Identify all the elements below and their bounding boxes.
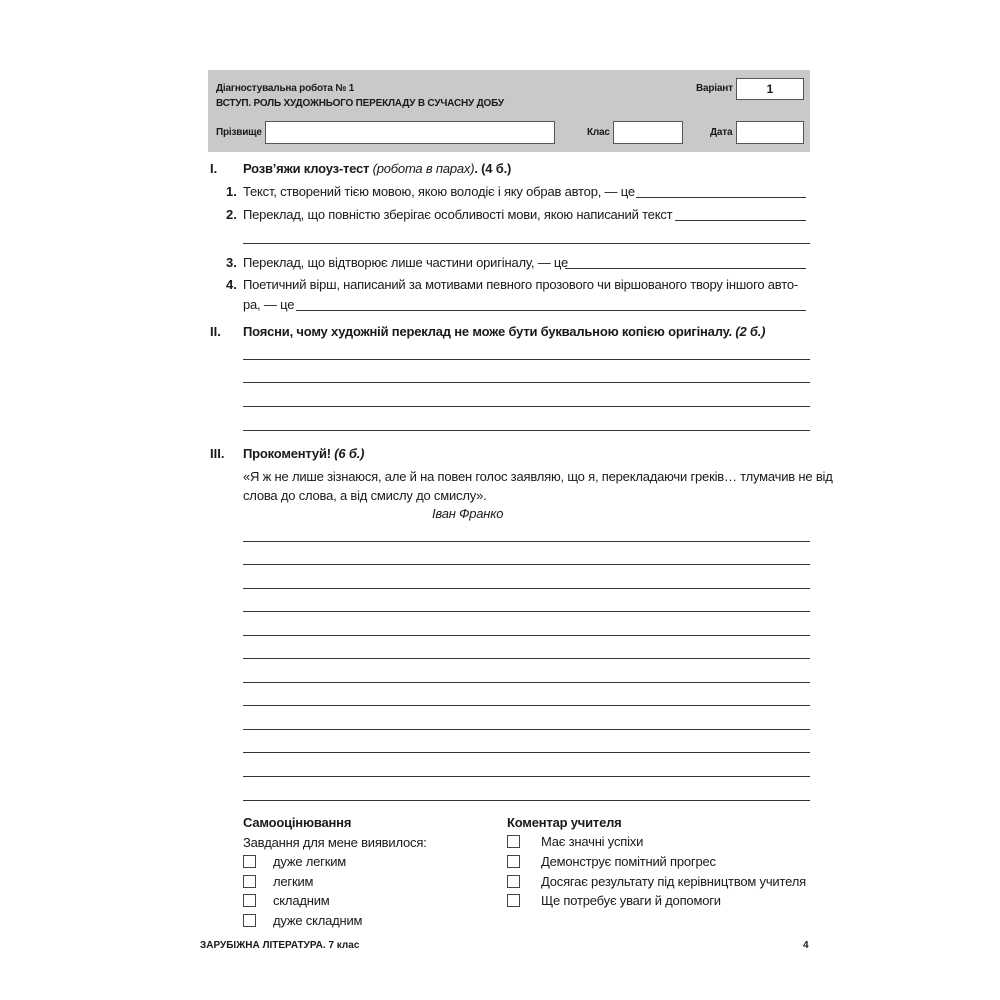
section2-answer-line[interactable]: [243, 406, 810, 407]
page-number: 4: [803, 940, 809, 951]
quote-line-1: «Я ж не лише зізнаюся, але й на повен голос заявляю, що я, перекладаючи греків… тлумачив не від: [243, 469, 833, 484]
footer-subject: ЗАРУБІЖНА ЛІТЕРАТУРА. 7 клас: [200, 940, 360, 951]
class-field[interactable]: [613, 121, 683, 144]
surname-label: Прізвище: [216, 127, 262, 138]
item4-answer-line[interactable]: [296, 310, 806, 311]
section3-answer-line[interactable]: [243, 635, 810, 636]
section3-answer-line[interactable]: [243, 752, 810, 753]
self-option-checkbox[interactable]: [243, 875, 256, 888]
item3-number: 3.: [226, 255, 237, 270]
section3-title: Прокоментуй!: [243, 446, 331, 461]
self-assessment-subtitle: Завдання для мене виявилося:: [243, 835, 427, 850]
item2-answer-line[interactable]: [675, 220, 806, 221]
section2-points: (2 б.): [735, 324, 766, 339]
item1-text: Текст, створений тією мовою, якою володіє і яку обрав автор, — це: [243, 184, 635, 199]
teacher-option-checkbox[interactable]: [507, 855, 520, 868]
section2-answer-line[interactable]: [243, 430, 810, 431]
section1-points: . (4 б.): [474, 161, 512, 176]
section2-numeral: II.: [210, 324, 221, 339]
teacher-option-checkbox[interactable]: [507, 875, 520, 888]
section1-heading: [243, 161, 511, 176]
teacher-comment-title: Коментар учителя: [507, 815, 622, 830]
item1-answer-line[interactable]: [636, 197, 806, 198]
section2-heading: [243, 324, 765, 339]
self-option-label: дуже складним: [273, 913, 363, 928]
item4-number: 4.: [226, 277, 237, 292]
section3-answer-line[interactable]: [243, 564, 810, 565]
section1-numeral: I.: [210, 161, 218, 176]
item4-text: Поетичний вірш, написаний за мотивами певного прозового чи віршованого твору іншого авто-: [243, 277, 798, 292]
section3-numeral: III.: [210, 446, 225, 461]
variant-value: 1: [766, 82, 774, 96]
item2-number: 2.: [226, 207, 237, 222]
work-title: Діагностувальна робота № 1: [216, 83, 355, 94]
self-option-checkbox[interactable]: [243, 914, 256, 927]
section3-answer-line[interactable]: [243, 729, 810, 730]
self-option-label: дуже легким: [273, 854, 347, 869]
section1-title: Розв’яжи клоуз-тест: [243, 161, 370, 176]
self-option-label: легким: [273, 874, 314, 889]
section3-answer-line[interactable]: [243, 541, 810, 542]
item3-text: Переклад, що відтворює лише частини оригіналу, — це: [243, 255, 569, 270]
section3-answer-line[interactable]: [243, 800, 810, 801]
section3-heading: [243, 446, 364, 461]
self-option-checkbox[interactable]: [243, 855, 256, 868]
quote-author: Іван Франко: [432, 506, 504, 521]
surname-field[interactable]: [265, 121, 555, 144]
section2-answer-line[interactable]: [243, 359, 810, 360]
teacher-option-label: Досягає результату під керівництвом учителя: [541, 874, 806, 889]
item2-answer-line-2[interactable]: [243, 243, 810, 244]
date-label: Дата: [710, 127, 733, 138]
teacher-option-label: Має значні успіхи: [541, 834, 644, 849]
teacher-option-checkbox[interactable]: [507, 835, 520, 848]
topic-title: ВСТУП. РОЛЬ ХУДОЖНЬОГО ПЕРЕКЛАДУ В СУЧАСНУ ДОБУ: [216, 98, 504, 109]
self-option-label: складним: [273, 893, 330, 908]
item2-text: Переклад, що повністю зберігає особливості мови, якою написаний текст: [243, 207, 673, 222]
section3-answer-line[interactable]: [243, 588, 810, 589]
section3-answer-line[interactable]: [243, 658, 810, 659]
variant-box: [736, 78, 804, 100]
section2-answer-line[interactable]: [243, 382, 810, 383]
section2-title: Поясни, чому художній переклад не може бути буквальною копією оригіналу.: [243, 324, 732, 339]
section3-answer-line[interactable]: [243, 611, 810, 612]
variant-label: Варіант: [696, 83, 733, 94]
teacher-option-checkbox[interactable]: [507, 894, 520, 907]
self-option-checkbox[interactable]: [243, 894, 256, 907]
quote-line-2: слова до слова, а від смислу до смислу».: [243, 488, 487, 503]
section3-answer-line[interactable]: [243, 682, 810, 683]
section1-note: (робота в парах): [372, 161, 475, 176]
section3-answer-line[interactable]: [243, 705, 810, 706]
self-assessment-title: Самооцінювання: [243, 815, 352, 830]
item3-answer-line[interactable]: [565, 268, 806, 269]
section3-answer-line[interactable]: [243, 776, 810, 777]
teacher-option-label: Демонструє помітний прогрес: [541, 854, 716, 869]
worksheet-header: [208, 70, 810, 152]
item1-number: 1.: [226, 184, 237, 199]
section3-points: (6 б.): [334, 446, 365, 461]
item4-text-cont: ра, — це: [243, 297, 295, 312]
class-label: Клас: [587, 127, 610, 138]
date-field[interactable]: [736, 121, 804, 144]
teacher-option-label: Ще потребує уваги й допомоги: [541, 893, 721, 908]
